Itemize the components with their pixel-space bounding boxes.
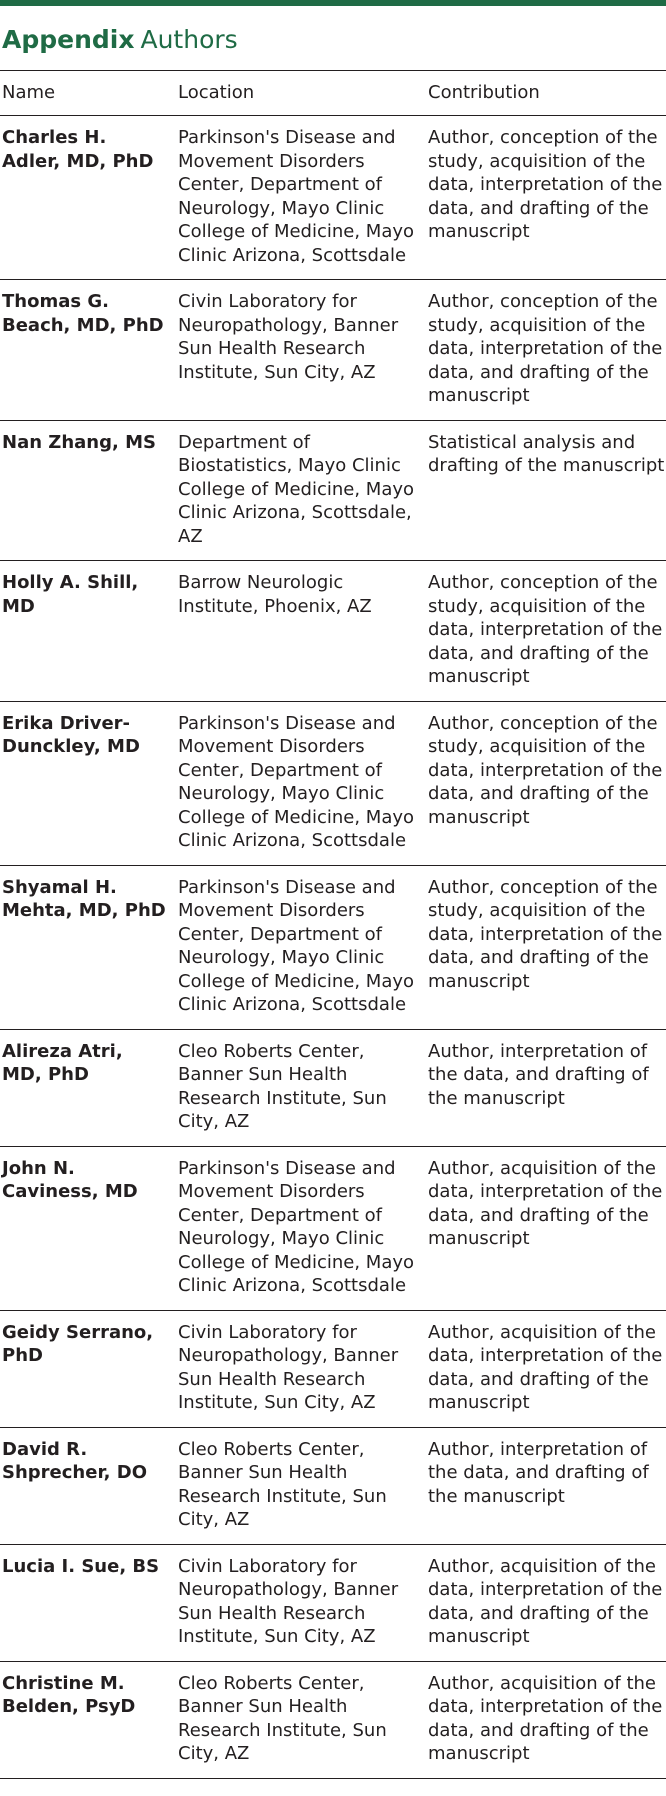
appendix-heading: Authors [140,25,238,54]
table-row [0,1030,666,1147]
table-row [0,1428,666,1545]
author-location-cell: Civin Laboratory for Neuropathology, Banner Sun Health Research Institute, Sun City, AZ [178,1555,399,1647]
table-row [0,1147,666,1311]
author-contribution-cell: Author, conception of the study, acquisition of the data, interpretation of the data, and drafting of the manuscript [428,127,663,242]
column-header-contribution: Contribution [428,82,540,104]
author-name-cell: Charles H. Adler, MD, PhD [2,127,154,172]
appendix-title [2,23,238,57]
table-row [0,1545,666,1662]
table-row [0,1662,666,1779]
table-header-row [0,70,666,116]
author-location-cell: Parkinson's Disease and Movement Disorders Center, Department of Neurology, Mayo Clinic College of Medicine, Mayo Clinic Arizona, Scottsdale [178,1157,415,1296]
author-contribution-cell: Author, acquisition of the data, interpretation of the data, and drafting of the manuscript [428,1555,663,1647]
author-name-cell: David R. Shprecher, DO [2,1438,148,1483]
author-contribution-cell: Author, acquisition of the data, interpretation of the data, and drafting of the manuscript [428,1157,663,1249]
author-name-cell: Alireza Atri, MD, PhD [2,1040,123,1085]
author-contribution-cell: Author, conception of the study, acquisition of the data, interpretation of the data, and drafting of the manuscript [428,572,663,687]
author-location-cell: Cleo Roberts Center, Banner Sun Health Research Institute, Sun City, AZ [178,1040,387,1132]
author-contribution-cell: Author, interpretation of the data, and drafting of the manuscript [428,1040,649,1109]
author-contribution-cell: Author, conception of the study, acquisition of the data, interpretation of the data, and drafting of the manuscript [428,712,663,828]
author-name-cell: Christine M. Belden, PsyD [2,1672,136,1717]
author-location-cell: Parkinson's Disease and Movement Disorders Center, Department of Neurology, Mayo Clinic College of Medicine, Mayo Clinic Arizona, Scottsdale [178,876,415,1015]
author-location-cell: Cleo Roberts Center, Banner Sun Health Research Institute, Sun City, AZ [178,1672,387,1764]
table-row [0,866,666,1030]
author-name-cell: Thomas G. Beach, MD, PhD [2,291,164,336]
table-row [0,561,666,702]
author-name-cell: Lucia I. Sue, BS [2,1555,160,1577]
authors-table [0,70,666,1779]
author-name-cell: Nan Zhang, MS [2,431,156,453]
author-contribution-cell: Author, acquisition of the data, interpretation of the data, and drafting of the manuscript [428,1321,663,1413]
author-contribution-cell: Statistical analysis and drafting of the manuscript [428,431,665,476]
top-accent-bar [0,0,666,6]
author-location-cell: Civin Laboratory for Neuropathology, Banner Sun Health Research Institute, Sun City, AZ [178,291,399,383]
author-contribution-cell: Author, conception of the study, acquisition of the data, interpretation of the data, and drafting of the manuscript [428,876,663,992]
author-name-cell: Holly A. Shill, MD [2,572,139,617]
author-name-cell: Erika Driver-Dunckley, MD [2,712,140,757]
table-row [0,702,666,866]
author-location-cell: Cleo Roberts Center, Banner Sun Health Research Institute, Sun City, AZ [178,1438,387,1530]
author-contribution-cell: Author, interpretation of the data, and drafting of the manuscript [428,1438,649,1507]
author-location-cell: Parkinson's Disease and Movement Disorders Center, Department of Neurology, Mayo Clinic College of Medicine, Mayo Clinic Arizona, Scottsdale [178,712,415,851]
author-contribution-cell: Author, acquisition of the data, interpretation of the data, and drafting of the manuscript [428,1672,663,1764]
author-location-cell: Civin Laboratory for Neuropathology, Banner Sun Health Research Institute, Sun City, AZ [178,1321,399,1413]
author-contribution-cell: Author, conception of the study, acquisition of the data, interpretation of the data, and drafting of the manuscript [428,291,663,406]
column-header-location: Location [178,82,255,104]
author-name-cell: John N. Caviness, MD [2,1157,138,1202]
author-location-cell: Department of Biostatistics, Mayo Clinic College of Medicine, Mayo Clinic Arizona, Scottsdale, AZ [178,431,415,547]
table-row [0,116,666,280]
author-name-cell: Shyamal H. Mehta, MD, PhD [2,876,166,921]
column-header-name: Name [2,82,56,104]
table-row [0,280,666,421]
table-row [0,1311,666,1428]
table-row [0,421,666,562]
table-body [0,116,666,1779]
author-location-cell: Barrow Neurologic Institute, Phoenix, AZ [178,572,372,617]
author-location-cell: Parkinson's Disease and Movement Disorders Center, Department of Neurology, Mayo Clinic College of Medicine, Mayo Clinic Arizona, Scottsdale [178,127,415,266]
appendix-label: Appendix [2,25,135,54]
author-name-cell: Geidy Serrano, PhD [2,1321,154,1366]
